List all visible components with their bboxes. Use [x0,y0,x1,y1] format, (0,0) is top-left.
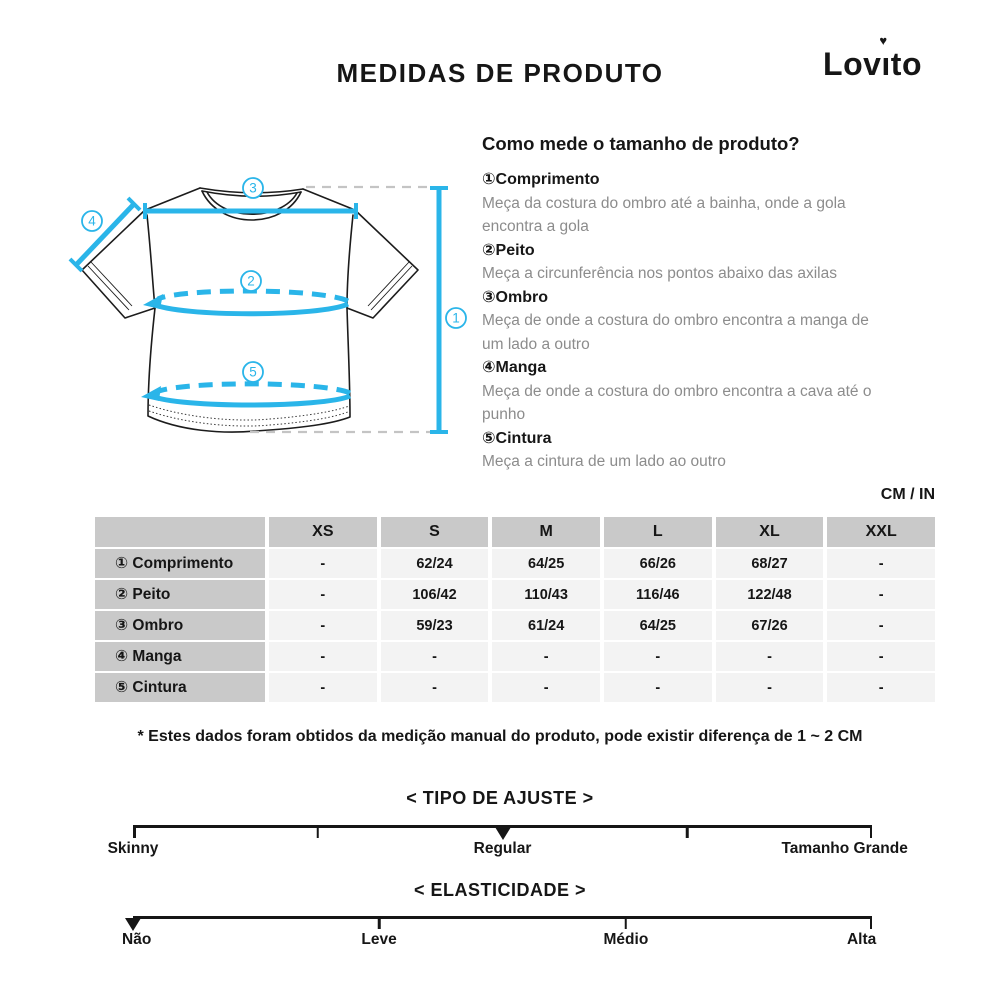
how-to-measure-title: Como mede o tamanho de produto? [482,133,800,154]
table-cell: 67/26 [716,611,824,640]
fit-type-scale [107,825,908,877]
elasticity-label-leve: Leve [361,931,397,948]
table-cell: - [269,673,377,702]
measure-item-ombro [482,286,894,357]
measure-term: ②Peito [482,241,535,259]
size-table [95,517,935,702]
row-label-manga: ④ Manga [95,642,265,671]
measure-desc: Meça de onde a costura do ombro encontra a cava até o punho [482,382,872,423]
logo-text-post: to [890,46,922,82]
column-header-s: S [381,517,489,547]
measure-desc: Meça de onde a costura do ombro encontra a manga de um lado a outro [482,312,869,353]
table-cell: - [827,673,935,702]
table-cell: - [269,611,377,640]
table-cell: 116/46 [604,580,712,609]
right-armhole-seam [347,215,353,308]
logo-text-pre: Lov [823,46,882,82]
tshirt-silhouette [82,188,418,432]
waist-ellipse-solid [152,396,350,405]
measure-term: ④Manga [482,359,547,376]
measure-term: ⑤Cintura [482,429,552,447]
chest-ellipse-dashed [158,291,348,301]
table-cell: 61/24 [492,611,600,640]
fit-type-title: < TIPO DE AJUSTE > [406,788,594,808]
measure-desc: Meça da costura do ombro até a bainha, onde a gola encontra a gola [482,194,846,235]
table-cell: 59/23 [381,611,489,640]
fit-tick [133,828,136,838]
measure-item-cintura [482,427,894,474]
measure-item-comprimento [482,168,894,239]
measurement-disclaimer: * Estes dados foram obtidos da medição manual do produto, pode existir diferença de 1 ~ 2 CM [137,728,863,745]
row-label-ombro: ③ Ombro [95,611,265,640]
fit-tick [686,828,689,838]
right-cuff-stitch [368,262,412,310]
callout-5-number: 5 [249,364,257,380]
table-cell: 64/25 [604,611,712,640]
elasticity-scale-line [133,916,872,919]
fit-tick [870,828,873,838]
fit-label-regular: Regular [473,840,532,857]
table-cell: - [492,673,600,702]
column-header-xxl: XXL [827,517,935,547]
table-cell: 68/27 [716,549,824,578]
table-cell: 110/43 [492,580,600,609]
table-cell: - [827,580,935,609]
table-cell: - [492,642,600,671]
table-cell: 122/48 [716,580,824,609]
callout-2-number: 2 [247,273,255,289]
tshirt-measurement-diagram [60,148,480,468]
measure-desc: Meça a circunferência nos pontos abaixo das axilas [482,265,837,282]
table-cell: - [604,673,712,702]
left-armhole-seam [147,215,155,308]
column-header-blank [95,517,265,547]
callout-1-number: 1 [452,310,460,326]
measure-term: ③Ombro [482,288,548,306]
table-cell: - [604,642,712,671]
row-label-comprimento: ① Comprimento [95,549,265,578]
how-to-measure-section [482,133,894,474]
elasticity-label-alta: Alta [846,931,877,948]
table-cell: 62/24 [381,549,489,578]
left-cuff-stitch [88,262,132,310]
fit-marker-triangle-icon [495,827,511,840]
lovito-logo [823,33,922,83]
table-cell: - [716,673,824,702]
table-cell: 64/25 [492,549,600,578]
table-cell: - [269,580,377,609]
row-label-peito: ② Peito [95,580,265,609]
chest-arrowhead [143,294,163,309]
table-cell: - [381,642,489,671]
table-cell: 106/42 [381,580,489,609]
fit-label-tamanho-grande: Tamanho Grande [781,840,908,857]
elasticity-title: < ELASTICIDADE > [413,880,587,900]
elasticity-tick [625,919,628,929]
elasticity-scale [122,916,877,968]
fit-tick [317,828,320,838]
table-cell: - [827,642,935,671]
table-cell: - [381,673,489,702]
chest-ellipse-solid [153,304,348,314]
row-label-cintura: ⑤ Cintura [95,673,265,702]
callout-3-number: 3 [249,180,257,196]
page-title: MEDIDAS DE PRODUTO [336,58,664,88]
table-cell: - [269,549,377,578]
elasticity-tick [378,919,381,929]
waist-ellipse-dashed [156,384,350,393]
column-header-xl: XL [716,517,824,547]
table-cell: - [827,611,935,640]
table-cell: - [269,642,377,671]
column-header-l: L [604,517,712,547]
callout-4-number: 4 [88,213,96,229]
column-header-m: M [492,517,600,547]
fit-label-skinny: Skinny [107,840,159,857]
heart-icon: ♥ [879,33,888,48]
measure-term: ①Comprimento [482,171,600,188]
measure-item-manga [482,356,894,427]
table-cell: - [827,549,935,578]
elasticity-tick [870,919,873,929]
elasticity-label-nao: Não [122,931,152,948]
waist-arrowhead [141,386,161,401]
logo-letter-i: ı ♥ [879,33,891,82]
elasticity-marker-triangle-icon [125,918,141,931]
elasticity-label-medio: Médio [603,931,649,948]
unit-label: CM / IN [880,486,935,503]
measure-item-peito [482,239,894,286]
table-cell: 66/26 [604,549,712,578]
table-cell: - [716,642,824,671]
measure-desc: Meça a cintura de um lado ao outro [482,453,726,470]
column-header-xs: XS [269,517,377,547]
